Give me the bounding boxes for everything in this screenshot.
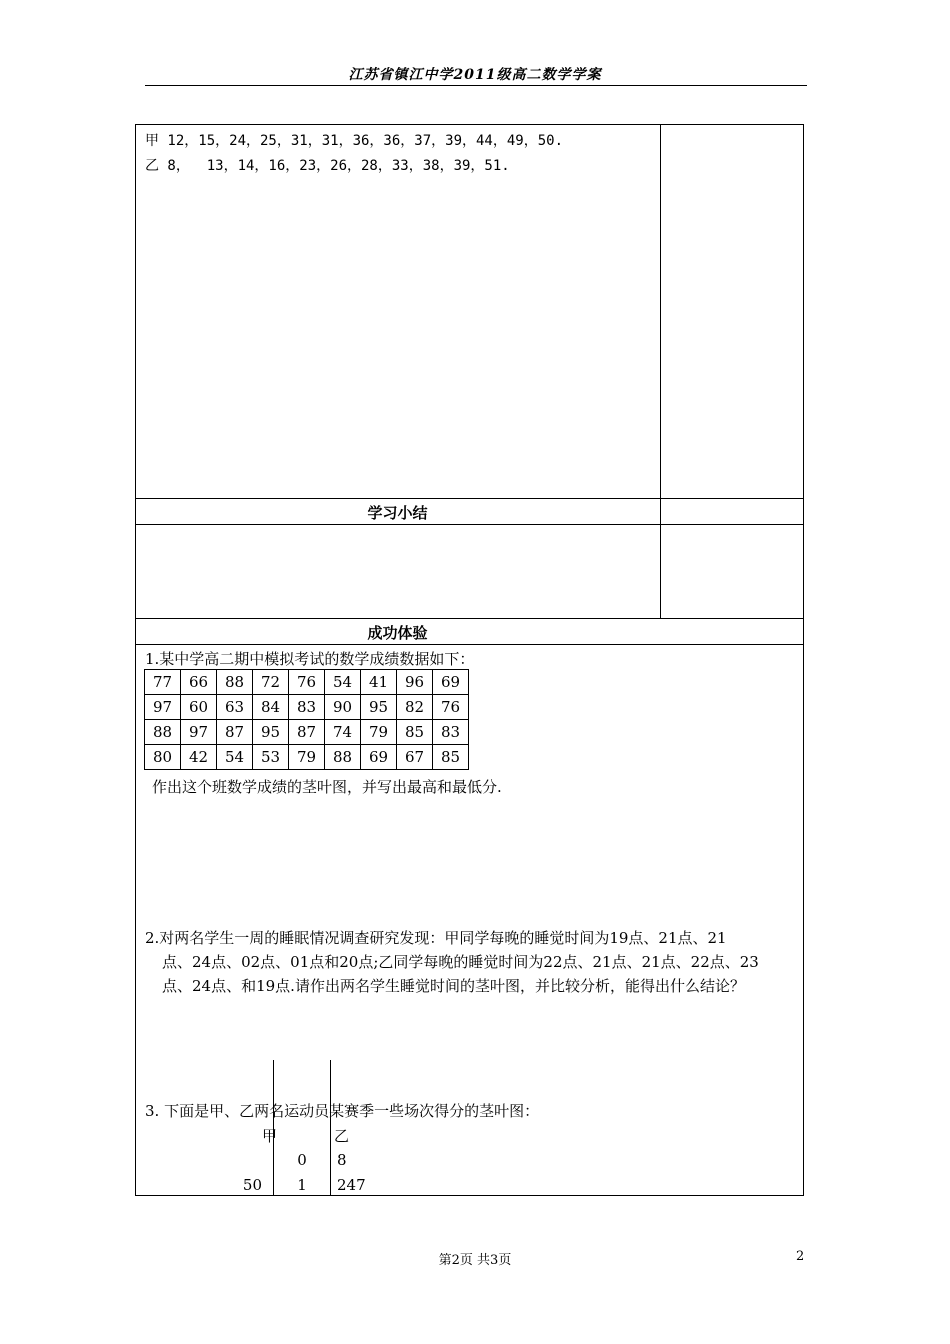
question-3-text: 3. 下面是甲、乙两名运动员某赛季一些场次得分的茎叶图： [145,1102,540,1120]
table-row [145,745,469,770]
question-1-task: 作出这个班数学成绩的茎叶图，并写出最高和最低分. [152,778,502,796]
table-cell: 60 [181,695,217,720]
table-cell: 42 [181,745,217,770]
footer-page-number: 2 [796,1249,805,1264]
table-cell: 79 [289,745,325,770]
row-divider-1 [135,498,804,499]
table-cell: 54 [217,745,253,770]
table-cell: 53 [253,745,289,770]
scores-table [144,669,469,770]
data-line-yi: 乙 8， 13，14，16，23，26，28，33，38，39，51. [145,158,510,174]
table-row [145,695,469,720]
table-cell: 85 [397,720,433,745]
stem-leaf-row-1-right: 8 [337,1151,347,1169]
table-cell: 79 [361,720,397,745]
table-cell: 80 [145,745,181,770]
table-row [145,720,469,745]
table-cell: 95 [361,695,397,720]
right-column-divider [660,124,661,618]
data-line-jia: 甲 12，15，24，25，31，31，36，36，37，39，44，49，50. [145,133,564,149]
success-title: 成功体验 [367,624,428,642]
table-cell: 76 [433,695,469,720]
page-header-title: 江苏省镇江中学2011级高二数学学案 [348,67,602,83]
table-cell: 90 [325,695,361,720]
table-cell: 76 [289,670,325,695]
table-cell: 87 [289,720,325,745]
table-cell: 74 [325,720,361,745]
stem-leaf-head-yi: 乙 [334,1127,350,1145]
table-cell: 97 [145,695,181,720]
table-cell: 88 [145,720,181,745]
table-cell: 96 [397,670,433,695]
row-divider-2 [135,524,804,525]
row-divider-4 [135,644,804,645]
table-cell: 88 [217,670,253,695]
table-row [145,670,469,695]
table-cell: 83 [433,720,469,745]
question-2-line-2: 点、24点、02点、01点和20点;乙同学每晚的睡觉时间为22点、21点、21点、22点、23 [162,953,759,971]
stem-leaf-row-2-right: 247 [337,1176,366,1194]
table-cell: 72 [253,670,289,695]
stem-leaf-row-2-left: 50 [242,1176,262,1194]
footer-page-label: 第2页 共3页 [438,1253,512,1268]
table-cell: 41 [361,670,397,695]
summary-title: 学习小结 [367,504,428,522]
row-divider-3 [135,618,804,619]
table-cell: 63 [217,695,253,720]
table-cell: 66 [181,670,217,695]
question-1-text: 1.某中学高二期中模拟考试的数学成绩数据如下： [145,650,475,668]
table-cell: 87 [217,720,253,745]
stem-leaf-row-2-stem: 1 [297,1176,307,1194]
table-cell: 82 [397,695,433,720]
table-cell: 77 [145,670,181,695]
question-2-line-1: 2.对两名学生一周的睡眠情况调查研究发现：甲同学每晚的睡觉时间为19点、21点、21 [145,929,727,947]
table-cell: 54 [325,670,361,695]
table-cell: 83 [289,695,325,720]
stem-leaf-right-line [330,1060,331,1196]
question-2-line-3: 点、24点、和19点.请作出两名学生睡觉时间的茎叶图，并比较分析，能得出什么结论？ [162,977,745,995]
table-cell: 97 [181,720,217,745]
header-rule [145,85,807,86]
table-cell: 69 [433,670,469,695]
table-cell: 85 [433,745,469,770]
table-cell: 67 [397,745,433,770]
stem-leaf-row-1-stem: 0 [297,1151,307,1169]
table-cell: 69 [361,745,397,770]
stem-leaf-head-jia: 甲 [262,1127,278,1145]
table-cell: 88 [325,745,361,770]
table-cell: 95 [253,720,289,745]
table-cell: 84 [253,695,289,720]
